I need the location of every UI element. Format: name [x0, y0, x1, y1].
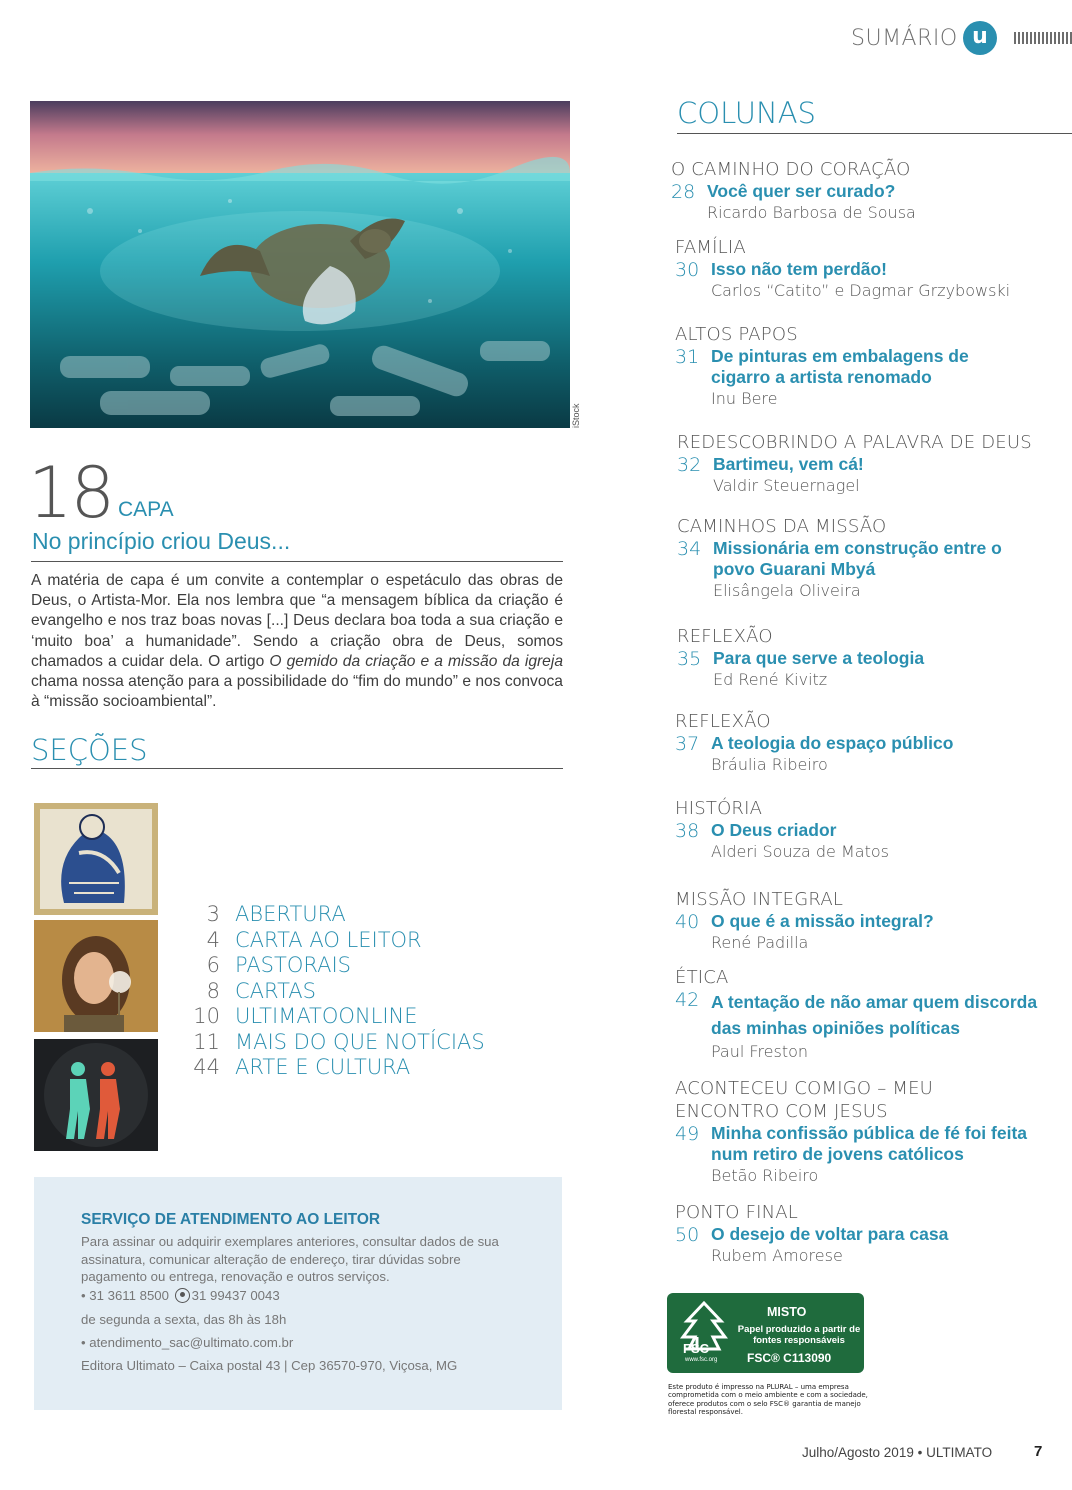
image-credit: iStock [571, 403, 581, 428]
column-entry[interactable] [675, 710, 1070, 776]
article-title-italic: O gemido da criação e a missão da igreja [269, 652, 563, 670]
column-entry[interactable] [675, 236, 1070, 302]
column-section: ACONTECEU COMIGO – MEU ENCONTRO COM JESUS [675, 1078, 934, 1122]
column-section: CAMINHOS DA MISSÃO [677, 516, 887, 537]
column-author: René Padilla [711, 933, 809, 952]
fsc-description: Papel produzido a partir de fontes responsáveis [737, 1324, 861, 1346]
column-author: Inu Bere [711, 389, 778, 408]
thumb-artwork-embrace [34, 803, 158, 915]
cover-page-number: 18 [28, 452, 114, 534]
sections-heading: SEÇÕES [31, 733, 148, 767]
service-description: Para assinar ou adquirir exemplares anteriores, consultar dados de sua assinatura, comunicar alteração de endereço, tirar dúvidas sobre pagamento ou entrega, renovação e outros serviços. [81, 1234, 499, 1284]
divider [677, 133, 1072, 134]
column-author: Bráulia Ribeiro [711, 755, 828, 774]
column-section: PONTO FINAL [675, 1202, 799, 1223]
service-hours: de segunda a sexta, das 8h às 18h [81, 1312, 287, 1327]
column-section: O CAMINHO DO CORAÇÃO [671, 159, 911, 180]
column-title: Bartimeu, vem cá! [713, 454, 864, 474]
column-page: 35 [677, 648, 702, 670]
service-phones [81, 1288, 280, 1303]
thumb-woman-dandelion [34, 920, 158, 1032]
column-page: 31 [675, 346, 700, 368]
fsc-misto: MISTO [767, 1305, 807, 1319]
section-item[interactable]: 4 CARTA AO LEITOR [206, 927, 422, 952]
cover-summary: A matéria de capa é um convite a contemplar o espetáculo das obras de Deus, o Artista-Mor. Ela nos lembra que “a mensagem bíblica da criação é evangelho e nos traz boas novas [...] Deus declara boa toda a sua criação e ‘muito boa’ a humanidade”. Sendo a criação obra de Deus, somos chamados a cuidar dela. O artigo O gemido da criação e a missão da igreja chama nossa atenção para a possibilidade do “fim do mundo” e nos convoca à “missão socioambiental”. [31, 572, 563, 711]
column-page: 38 [675, 820, 700, 842]
column-title: O que é a missão integral? [711, 911, 934, 931]
column-author: Betão Ribeiro [711, 1166, 819, 1185]
whatsapp-number[interactable]: 31 99437 0043 [191, 1288, 280, 1303]
column-page: 30 [675, 259, 700, 281]
thumb-pedestrian-traffic-light [34, 1039, 158, 1151]
column-author: Ed René Kivitz [713, 670, 828, 689]
fsc-code: FSC® C113090 [747, 1351, 832, 1365]
column-title: O Deus criador [711, 820, 837, 840]
service-address: Editora Ultimato – Caixa postal 43 | Cep 36570-970, Viçosa, MG [81, 1358, 458, 1373]
service-email[interactable]: • atendimento_sac@ultimato.com.br [81, 1335, 294, 1350]
column-section: ÉTICA [675, 967, 729, 988]
column-author: Elisângela Oliveira [713, 581, 861, 600]
whatsapp-icon [175, 1288, 190, 1303]
page-number: 7 [1034, 1443, 1043, 1460]
ultimato-logo: u [963, 21, 997, 55]
column-page: 28 [671, 181, 696, 203]
column-entry[interactable] [675, 323, 1070, 410]
cover-image-turtle-plastic [30, 101, 570, 428]
column-page: 34 [677, 538, 702, 560]
column-page: 50 [675, 1224, 700, 1246]
section-item[interactable]: 6 PASTORAIS [206, 953, 352, 977]
service-title: SERVIÇO DE ATENDIMENTO AO LEITOR [81, 1211, 381, 1228]
fsc-certification-label [667, 1293, 864, 1373]
column-page: 42 [675, 989, 700, 1011]
header-decoration-bars [1014, 32, 1072, 44]
column-section: MISSÃO INTEGRAL [675, 889, 844, 910]
columns-heading: COLUNAS [677, 96, 816, 130]
fsc-note: Este produto é impresso na PLURAL – uma empresa comprometida com o meio ambiente e com a sociedade, oferece produtos com o selo FSC® garantia de manejo florestal responsável. [668, 1383, 868, 1417]
column-entry[interactable] [675, 1077, 1070, 1187]
column-entry[interactable] [675, 966, 1070, 1063]
column-author: Paul Freston [711, 1042, 809, 1061]
section-item[interactable]: 11 MAIS DO QUE NOTÍCIAS [193, 1029, 485, 1054]
section-item[interactable]: 8 CARTAS [206, 978, 316, 1003]
column-entry[interactable] [677, 625, 1072, 691]
reader-service-box [34, 1177, 562, 1410]
cover-title[interactable]: No princípio criou Deus... [32, 528, 291, 554]
section-item[interactable]: 3 ABERTURA [206, 902, 346, 926]
column-section: HISTÓRIA [675, 798, 763, 819]
column-section: REFLEXÃO [675, 711, 771, 732]
section-item[interactable]: 10 ULTIMATOONLINE [193, 1004, 418, 1028]
column-author: Carlos “Catito” e Dagmar Grzybowski [711, 281, 1011, 300]
column-author: Valdir Steuernagel [713, 476, 860, 495]
column-title: A teologia do espaço público [711, 733, 954, 753]
sections-list [180, 902, 485, 1081]
column-entry[interactable] [675, 1201, 1070, 1267]
footer-issue: Julho/Agosto 2019 • ULTIMATO [802, 1445, 993, 1460]
cover-label: CAPA [118, 498, 174, 521]
column-title: Para que serve a teologia [713, 648, 925, 668]
divider [31, 768, 563, 769]
column-author: Alderi Souza de Matos [711, 842, 889, 861]
column-section: ALTOS PAPOS [675, 324, 798, 345]
column-entry[interactable] [677, 431, 1072, 497]
page-section-title: SUMÁRIO [851, 26, 958, 51]
column-title: Você quer ser curado? [707, 181, 896, 201]
section-item[interactable]: 44 ARTE E CULTURA [193, 1055, 411, 1079]
column-page: 49 [675, 1123, 700, 1145]
column-page: 40 [675, 911, 700, 933]
column-section: FAMÍLIA [675, 237, 746, 258]
column-title: De pinturas em embalagens de cigarro a artista renomado [711, 346, 969, 387]
column-title: O desejo de voltar para casa [711, 1224, 949, 1244]
column-page: 37 [675, 733, 700, 755]
column-section: REDESCOBRINDO A PALAVRA DE DEUS [677, 432, 1032, 453]
fsc-brand: FSC [683, 1341, 709, 1356]
column-author: Ricardo Barbosa de Sousa [707, 203, 916, 222]
column-page: 32 [677, 454, 702, 476]
column-entry[interactable] [677, 515, 1072, 602]
column-section: REFLEXÃO [677, 626, 773, 647]
column-entry[interactable] [675, 797, 1070, 863]
column-author: Rubem Amorese [711, 1246, 843, 1265]
column-title: Isso não tem perdão! [711, 259, 888, 279]
column-entry[interactable] [675, 888, 1070, 954]
fsc-site: www.fsc.org [685, 1357, 718, 1363]
column-entry[interactable] [671, 158, 1066, 224]
column-title: A tentação de não amar quem discorda das minhas opiniões políticas [711, 992, 1038, 1038]
phone-number[interactable]: • 31 3611 8500 [81, 1288, 169, 1303]
column-title: Minha confissão pública de fé foi feita num retiro de jovens católicos [711, 1123, 1028, 1164]
divider [31, 561, 563, 562]
column-title: Missionária em construção entre o povo Guarani Mbyá [713, 538, 1002, 579]
